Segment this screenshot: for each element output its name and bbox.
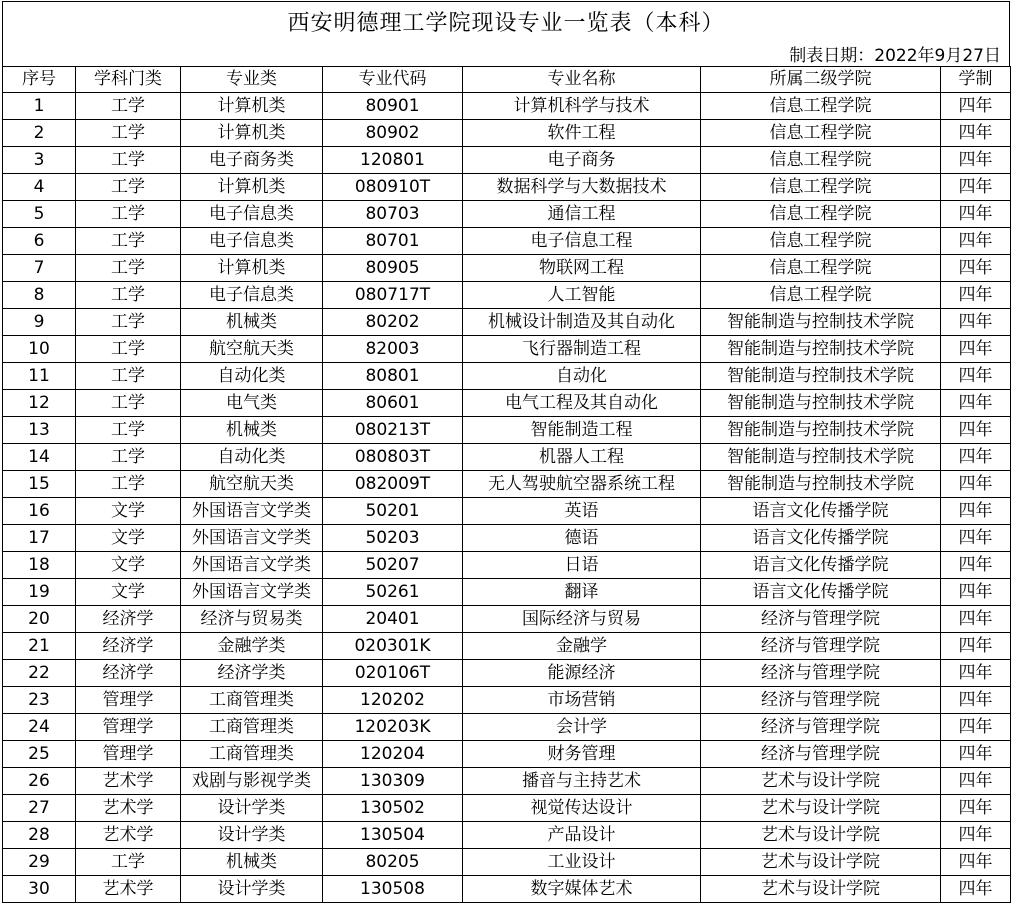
cell-discipline: 经济学 xyxy=(76,633,181,660)
cell-duration: 四年 xyxy=(941,579,1011,606)
cell-major-category: 电子信息类 xyxy=(181,201,323,228)
cell-major-name: 通信工程 xyxy=(463,201,701,228)
cell-college: 语言文化传播学院 xyxy=(701,579,941,606)
cell-duration: 四年 xyxy=(941,93,1011,120)
cell-college: 经济与管理学院 xyxy=(701,741,941,768)
cell-discipline: 管理学 xyxy=(76,687,181,714)
cell-major-code: 80205 xyxy=(323,849,463,876)
table-row xyxy=(3,120,1011,147)
table-row xyxy=(3,768,1011,795)
table-row xyxy=(3,849,1011,876)
cell-major-name: 无人驾驶航空器系统工程 xyxy=(463,471,701,498)
cell-duration: 四年 xyxy=(941,795,1011,822)
table-row xyxy=(3,471,1011,498)
table-row xyxy=(3,498,1011,525)
table-row xyxy=(3,741,1011,768)
table-row xyxy=(3,660,1011,687)
cell-major-name: 电子信息工程 xyxy=(463,228,701,255)
cell-college: 语言文化传播学院 xyxy=(701,552,941,579)
cell-discipline: 文学 xyxy=(76,579,181,606)
table-row xyxy=(3,633,1011,660)
cell-major-code: 130502 xyxy=(323,795,463,822)
cell-duration: 四年 xyxy=(941,363,1011,390)
table-row xyxy=(3,579,1011,606)
cell-major-name: 翻译 xyxy=(463,579,701,606)
cell-major-category: 外国语言文学类 xyxy=(181,579,323,606)
cell-duration: 四年 xyxy=(941,552,1011,579)
cell-major-name: 飞行器制造工程 xyxy=(463,336,701,363)
cell-discipline: 工学 xyxy=(76,201,181,228)
cell-major-name: 人工智能 xyxy=(463,282,701,309)
table-row xyxy=(3,282,1011,309)
cell-college: 经济与管理学院 xyxy=(701,606,941,633)
cell-discipline: 文学 xyxy=(76,552,181,579)
cell-college: 信息工程学院 xyxy=(701,93,941,120)
cell-major-code: 130309 xyxy=(323,768,463,795)
cell-index: 11 xyxy=(3,363,76,390)
table-row xyxy=(3,93,1011,120)
cell-college: 智能制造与控制技术学院 xyxy=(701,309,941,336)
cell-major-name: 财务管理 xyxy=(463,741,701,768)
cell-major-code: 130504 xyxy=(323,822,463,849)
cell-index: 14 xyxy=(3,444,76,471)
header-major-name: 专业名称 xyxy=(463,67,701,93)
cell-college: 智能制造与控制技术学院 xyxy=(701,336,941,363)
cell-major-code: 080213T xyxy=(323,417,463,444)
cell-college: 艺术与设计学院 xyxy=(701,876,941,903)
cell-discipline: 工学 xyxy=(76,390,181,417)
cell-index: 16 xyxy=(3,498,76,525)
cell-major-category: 工商管理类 xyxy=(181,741,323,768)
cell-major-category: 设计学类 xyxy=(181,876,323,903)
cell-major-category: 计算机类 xyxy=(181,93,323,120)
cell-major-code: 020106T xyxy=(323,660,463,687)
cell-discipline: 工学 xyxy=(76,147,181,174)
cell-major-category: 电子商务类 xyxy=(181,147,323,174)
cell-major-name: 自动化 xyxy=(463,363,701,390)
cell-duration: 四年 xyxy=(941,282,1011,309)
cell-college: 信息工程学院 xyxy=(701,201,941,228)
cell-major-code: 80703 xyxy=(323,201,463,228)
cell-discipline: 管理学 xyxy=(76,714,181,741)
cell-discipline: 工学 xyxy=(76,417,181,444)
cell-major-category: 计算机类 xyxy=(181,120,323,147)
cell-college: 智能制造与控制技术学院 xyxy=(701,417,941,444)
cell-discipline: 艺术学 xyxy=(76,768,181,795)
cell-duration: 四年 xyxy=(941,471,1011,498)
cell-index: 9 xyxy=(3,309,76,336)
cell-major-code: 120202 xyxy=(323,687,463,714)
cell-index: 24 xyxy=(3,714,76,741)
cell-major-name: 德语 xyxy=(463,525,701,552)
cell-index: 20 xyxy=(3,606,76,633)
table-row xyxy=(3,444,1011,471)
cell-index: 18 xyxy=(3,552,76,579)
cell-index: 17 xyxy=(3,525,76,552)
cell-major-name: 电气工程及其自动化 xyxy=(463,390,701,417)
cell-major-name: 日语 xyxy=(463,552,701,579)
cell-major-name: 计算机科学与技术 xyxy=(463,93,701,120)
header-college: 所属二级学院 xyxy=(701,67,941,93)
cell-major-category: 自动化类 xyxy=(181,444,323,471)
cell-college: 经济与管理学院 xyxy=(701,633,941,660)
table-header-row xyxy=(3,67,1011,93)
cell-major-category: 机械类 xyxy=(181,849,323,876)
cell-college: 智能制造与控制技术学院 xyxy=(701,390,941,417)
cell-major-category: 设计学类 xyxy=(181,822,323,849)
cell-index: 19 xyxy=(3,579,76,606)
cell-college: 艺术与设计学院 xyxy=(701,822,941,849)
cell-major-category: 电气类 xyxy=(181,390,323,417)
table-row xyxy=(3,606,1011,633)
cell-discipline: 管理学 xyxy=(76,741,181,768)
cell-major-category: 机械类 xyxy=(181,417,323,444)
table-row xyxy=(3,714,1011,741)
cell-major-category: 机械类 xyxy=(181,309,323,336)
cell-index: 15 xyxy=(3,471,76,498)
table-row xyxy=(3,363,1011,390)
cell-major-category: 计算机类 xyxy=(181,255,323,282)
header-major-category: 专业类 xyxy=(181,67,323,93)
cell-duration: 四年 xyxy=(941,849,1011,876)
cell-duration: 四年 xyxy=(941,741,1011,768)
cell-college: 艺术与设计学院 xyxy=(701,768,941,795)
cell-duration: 四年 xyxy=(941,876,1011,903)
cell-major-category: 电子信息类 xyxy=(181,228,323,255)
cell-college: 语言文化传播学院 xyxy=(701,525,941,552)
cell-discipline: 工学 xyxy=(76,228,181,255)
cell-duration: 四年 xyxy=(941,714,1011,741)
cell-duration: 四年 xyxy=(941,768,1011,795)
cell-index: 30 xyxy=(3,876,76,903)
date-label: 制表日期：2022年9月27日 xyxy=(2,40,1010,66)
header-major-code: 专业代码 xyxy=(323,67,463,93)
cell-major-category: 设计学类 xyxy=(181,795,323,822)
cell-major-code: 020301K xyxy=(323,633,463,660)
cell-major-name: 数字媒体艺术 xyxy=(463,876,701,903)
cell-discipline: 文学 xyxy=(76,498,181,525)
table-row xyxy=(3,228,1011,255)
cell-index: 6 xyxy=(3,228,76,255)
cell-major-category: 外国语言文学类 xyxy=(181,552,323,579)
cell-discipline: 工学 xyxy=(76,444,181,471)
table-row xyxy=(3,201,1011,228)
cell-index: 1 xyxy=(3,93,76,120)
table-row xyxy=(3,147,1011,174)
cell-major-code: 82003 xyxy=(323,336,463,363)
cell-major-name: 机器人工程 xyxy=(463,444,701,471)
cell-major-name: 智能制造工程 xyxy=(463,417,701,444)
cell-major-name: 播音与主持艺术 xyxy=(463,768,701,795)
cell-major-code: 80801 xyxy=(323,363,463,390)
cell-discipline: 艺术学 xyxy=(76,822,181,849)
header-discipline: 学科门类 xyxy=(76,67,181,93)
cell-major-name: 能源经济 xyxy=(463,660,701,687)
cell-index: 23 xyxy=(3,687,76,714)
cell-discipline: 工学 xyxy=(76,255,181,282)
cell-duration: 四年 xyxy=(941,687,1011,714)
cell-major-category: 工商管理类 xyxy=(181,687,323,714)
cell-discipline: 工学 xyxy=(76,120,181,147)
header-duration: 学制 xyxy=(941,67,1011,93)
cell-college: 信息工程学院 xyxy=(701,120,941,147)
table-row xyxy=(3,174,1011,201)
cell-duration: 四年 xyxy=(941,390,1011,417)
cell-duration: 四年 xyxy=(941,660,1011,687)
cell-discipline: 经济学 xyxy=(76,606,181,633)
table-row xyxy=(3,390,1011,417)
cell-duration: 四年 xyxy=(941,309,1011,336)
cell-index: 21 xyxy=(3,633,76,660)
cell-duration: 四年 xyxy=(941,336,1011,363)
cell-discipline: 艺术学 xyxy=(76,876,181,903)
cell-index: 10 xyxy=(3,336,76,363)
cell-index: 12 xyxy=(3,390,76,417)
cell-major-code: 120204 xyxy=(323,741,463,768)
cell-major-name: 电子商务 xyxy=(463,147,701,174)
cell-duration: 四年 xyxy=(941,174,1011,201)
cell-major-name: 会计学 xyxy=(463,714,701,741)
cell-index: 8 xyxy=(3,282,76,309)
cell-index: 4 xyxy=(3,174,76,201)
cell-major-category: 外国语言文学类 xyxy=(181,498,323,525)
cell-major-code: 80202 xyxy=(323,309,463,336)
cell-college: 信息工程学院 xyxy=(701,174,941,201)
cell-major-name: 工业设计 xyxy=(463,849,701,876)
cell-index: 29 xyxy=(3,849,76,876)
cell-college: 经济与管理学院 xyxy=(701,660,941,687)
table-row xyxy=(3,822,1011,849)
cell-discipline: 工学 xyxy=(76,336,181,363)
cell-discipline: 艺术学 xyxy=(76,795,181,822)
cell-duration: 四年 xyxy=(941,147,1011,174)
cell-major-code: 082009T xyxy=(323,471,463,498)
cell-college: 信息工程学院 xyxy=(701,147,941,174)
cell-major-category: 戏剧与影视学类 xyxy=(181,768,323,795)
table-body xyxy=(3,93,1011,903)
major-list-sheet xyxy=(2,1,1010,903)
cell-discipline: 工学 xyxy=(76,471,181,498)
cell-major-category: 航空航天类 xyxy=(181,336,323,363)
cell-major-code: 20401 xyxy=(323,606,463,633)
cell-major-code: 80901 xyxy=(323,93,463,120)
cell-major-name: 国际经济与贸易 xyxy=(463,606,701,633)
cell-discipline: 工学 xyxy=(76,174,181,201)
cell-duration: 四年 xyxy=(941,417,1011,444)
sheet-title: 西安明德理工学院现设专业一览表（本科） xyxy=(2,1,1010,40)
cell-duration: 四年 xyxy=(941,228,1011,255)
cell-major-category: 金融学类 xyxy=(181,633,323,660)
cell-major-name: 机械设计制造及其自动化 xyxy=(463,309,701,336)
table-row xyxy=(3,255,1011,282)
table-row xyxy=(3,552,1011,579)
table-row xyxy=(3,336,1011,363)
cell-major-code: 80601 xyxy=(323,390,463,417)
cell-major-code: 80701 xyxy=(323,228,463,255)
cell-major-name: 产品设计 xyxy=(463,822,701,849)
cell-college: 信息工程学院 xyxy=(701,255,941,282)
cell-college: 智能制造与控制技术学院 xyxy=(701,444,941,471)
cell-duration: 四年 xyxy=(941,822,1011,849)
cell-index: 27 xyxy=(3,795,76,822)
cell-college: 艺术与设计学院 xyxy=(701,795,941,822)
cell-college: 艺术与设计学院 xyxy=(701,849,941,876)
cell-major-category: 经济学类 xyxy=(181,660,323,687)
cell-index: 2 xyxy=(3,120,76,147)
cell-index: 25 xyxy=(3,741,76,768)
cell-major-name: 金融学 xyxy=(463,633,701,660)
cell-index: 3 xyxy=(3,147,76,174)
cell-discipline: 工学 xyxy=(76,849,181,876)
cell-major-code: 080910T xyxy=(323,174,463,201)
cell-duration: 四年 xyxy=(941,255,1011,282)
cell-major-name: 物联网工程 xyxy=(463,255,701,282)
cell-duration: 四年 xyxy=(941,201,1011,228)
cell-major-code: 080717T xyxy=(323,282,463,309)
cell-discipline: 工学 xyxy=(76,363,181,390)
cell-discipline: 文学 xyxy=(76,525,181,552)
table-row xyxy=(3,309,1011,336)
cell-major-name: 数据科学与大数据技术 xyxy=(463,174,701,201)
cell-duration: 四年 xyxy=(941,633,1011,660)
cell-major-code: 50261 xyxy=(323,579,463,606)
cell-major-category: 航空航天类 xyxy=(181,471,323,498)
table-row xyxy=(3,876,1011,903)
cell-major-name: 英语 xyxy=(463,498,701,525)
majors-table xyxy=(2,66,1011,903)
cell-college: 经济与管理学院 xyxy=(701,714,941,741)
cell-major-code: 130508 xyxy=(323,876,463,903)
cell-major-category: 经济与贸易类 xyxy=(181,606,323,633)
cell-college: 经济与管理学院 xyxy=(701,687,941,714)
header-index: 序号 xyxy=(3,67,76,93)
cell-discipline: 工学 xyxy=(76,309,181,336)
cell-index: 22 xyxy=(3,660,76,687)
cell-major-name: 市场营销 xyxy=(463,687,701,714)
cell-major-name: 软件工程 xyxy=(463,120,701,147)
table-row xyxy=(3,525,1011,552)
cell-discipline: 工学 xyxy=(76,93,181,120)
cell-discipline: 经济学 xyxy=(76,660,181,687)
cell-college: 信息工程学院 xyxy=(701,228,941,255)
cell-college: 智能制造与控制技术学院 xyxy=(701,471,941,498)
cell-major-name: 视觉传达设计 xyxy=(463,795,701,822)
cell-college: 智能制造与控制技术学院 xyxy=(701,363,941,390)
cell-duration: 四年 xyxy=(941,444,1011,471)
cell-major-category: 自动化类 xyxy=(181,363,323,390)
cell-major-code: 50203 xyxy=(323,525,463,552)
cell-major-code: 80902 xyxy=(323,120,463,147)
cell-college: 信息工程学院 xyxy=(701,282,941,309)
cell-major-code: 080803T xyxy=(323,444,463,471)
cell-discipline: 工学 xyxy=(76,282,181,309)
cell-duration: 四年 xyxy=(941,120,1011,147)
cell-index: 26 xyxy=(3,768,76,795)
cell-duration: 四年 xyxy=(941,606,1011,633)
table-row xyxy=(3,687,1011,714)
cell-major-code: 120801 xyxy=(323,147,463,174)
cell-index: 5 xyxy=(3,201,76,228)
cell-major-category: 计算机类 xyxy=(181,174,323,201)
cell-major-code: 50201 xyxy=(323,498,463,525)
cell-college: 语言文化传播学院 xyxy=(701,498,941,525)
cell-major-category: 外国语言文学类 xyxy=(181,525,323,552)
cell-duration: 四年 xyxy=(941,525,1011,552)
cell-index: 28 xyxy=(3,822,76,849)
cell-major-category: 电子信息类 xyxy=(181,282,323,309)
cell-major-category: 工商管理类 xyxy=(181,714,323,741)
table-row xyxy=(3,795,1011,822)
cell-duration: 四年 xyxy=(941,498,1011,525)
cell-major-code: 50207 xyxy=(323,552,463,579)
cell-index: 7 xyxy=(3,255,76,282)
cell-index: 13 xyxy=(3,417,76,444)
cell-major-code: 80905 xyxy=(323,255,463,282)
table-row xyxy=(3,417,1011,444)
cell-major-code: 120203K xyxy=(323,714,463,741)
